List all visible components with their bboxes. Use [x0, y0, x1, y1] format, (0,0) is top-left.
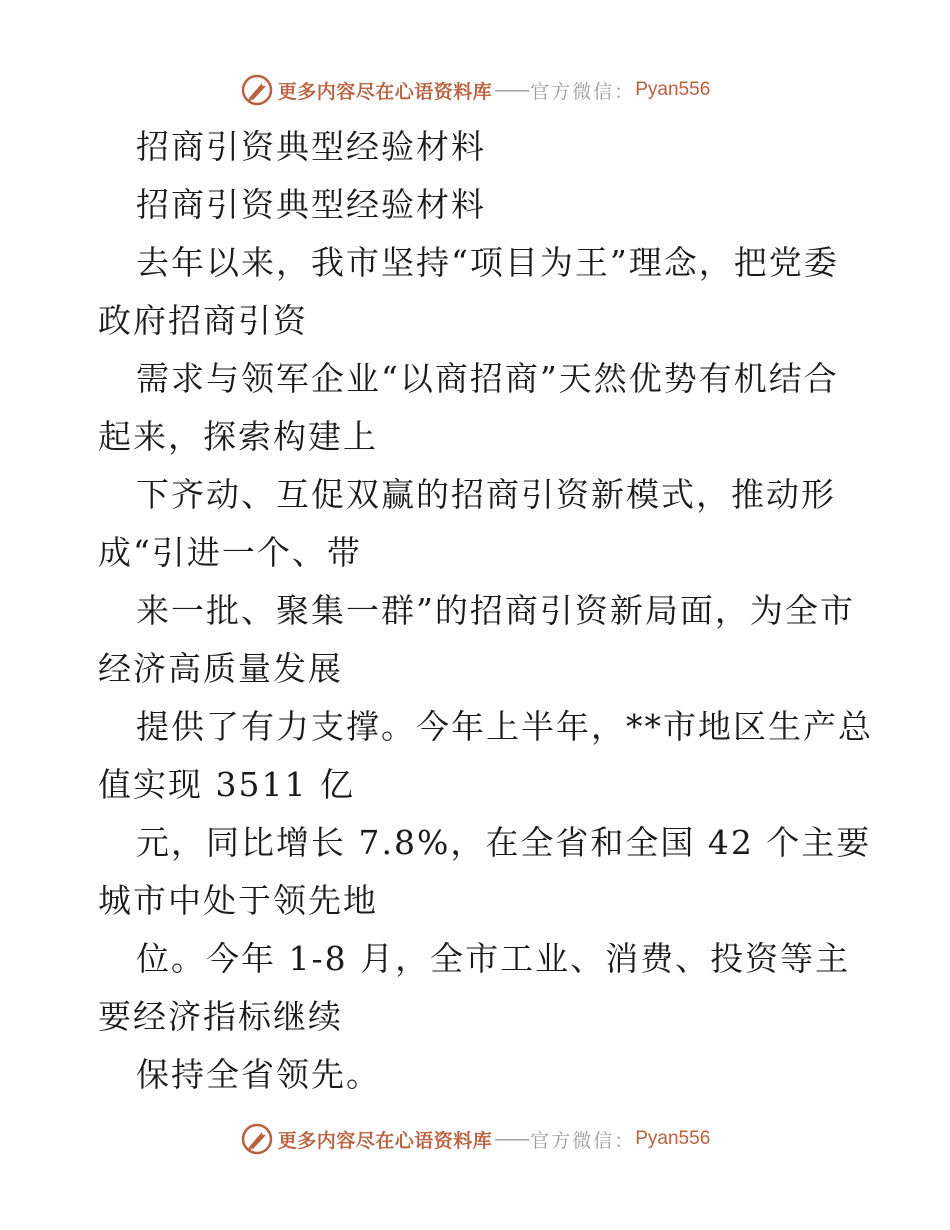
- doc-line: 值实现 3511 亿: [98, 765, 355, 804]
- pen-logo-icon: [240, 73, 274, 107]
- doc-line: 招商引资典型经验材料: [136, 185, 486, 224]
- watermark-text: 更多内容尽在心语资料库: [277, 1129, 493, 1152]
- doc-line: 来一批、聚集一群”的招商引资新局面，为全市: [136, 591, 855, 630]
- watermark-wechat-id: Pyan556: [635, 79, 711, 100]
- doc-title: 招商引资典型经验材料: [136, 127, 486, 166]
- pen-logo-icon: [240, 1122, 274, 1156]
- doc-line: 位。今年 1-8 月，全市工业、消费、投资等主: [136, 939, 851, 978]
- doc-line: 保持全省领先。: [136, 1055, 381, 1094]
- doc-line: 提供了有力支撑。今年上半年，**市地区生产总: [136, 707, 873, 746]
- header-watermark: [0, 70, 950, 110]
- doc-line: 成“引进一个、带: [98, 533, 362, 572]
- doc-line: 经济高质量发展: [98, 649, 343, 688]
- watermark-dash: ——: [494, 1128, 529, 1150]
- watermark-wechat-label: 官方微信：: [530, 80, 636, 103]
- watermark-wechat-id: Pyan556: [635, 1128, 711, 1149]
- doc-line: 政府招商引资: [98, 301, 308, 340]
- footer-watermark: [0, 1119, 950, 1159]
- doc-line: 城市中处于领先地: [98, 881, 378, 920]
- watermark-dash: ——: [494, 79, 529, 101]
- doc-line: 元，同比增长 7.8%，在全省和全国 42 个主要: [136, 823, 872, 862]
- doc-line: 需求与领军企业“以商招商”天然优势有机结合: [136, 359, 839, 398]
- doc-line: 去年以来，我市坚持“项目为王”理念，把党委: [136, 243, 839, 282]
- document-body: [98, 118, 873, 1104]
- watermark-text: 更多内容尽在心语资料库: [277, 80, 493, 103]
- doc-line: 起来，探索构建上: [98, 417, 378, 456]
- doc-line: 要经济指标继续: [98, 997, 343, 1036]
- doc-line: 下齐动、互促双赢的招商引资新模式，推动形: [136, 475, 836, 514]
- watermark-wechat-label: 官方微信：: [530, 1129, 636, 1152]
